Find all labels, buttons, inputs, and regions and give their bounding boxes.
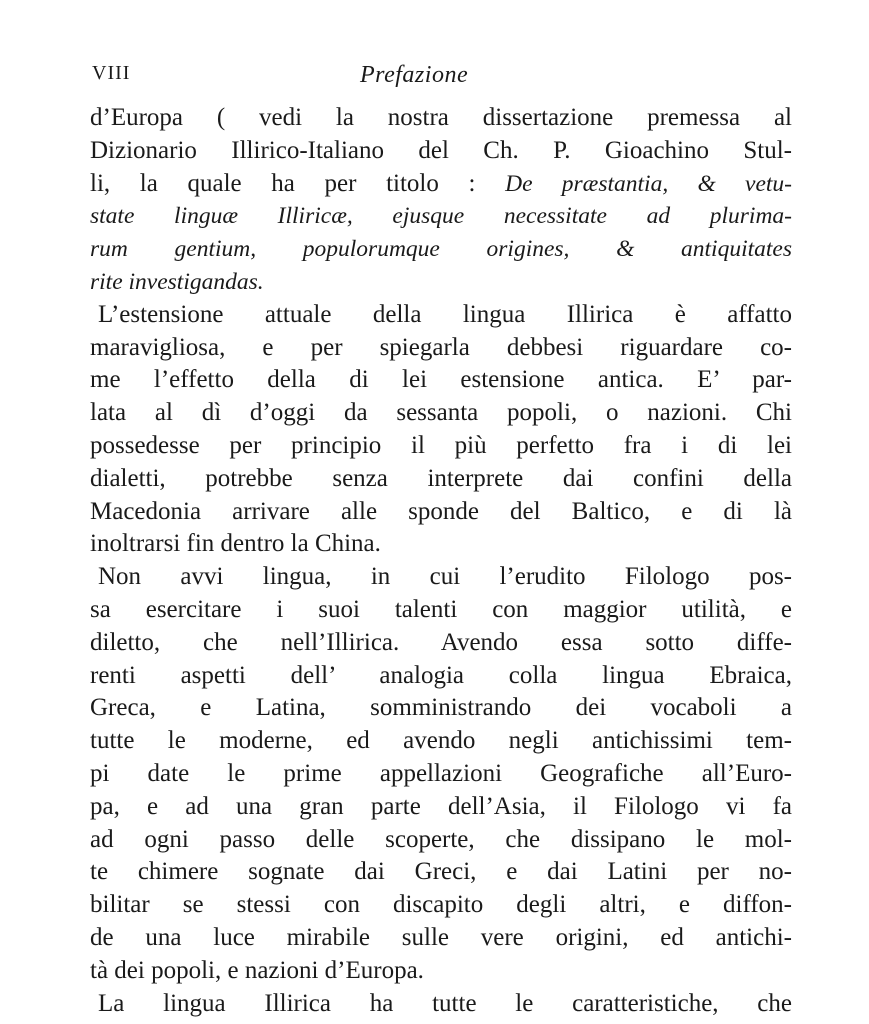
text-line: inoltrarsi fin dentro la China. [90, 530, 381, 558]
text-line: maravigliosa, e per spiegarla debbesi riguardare co- [90, 333, 792, 361]
paragraph-start: Non avvi lingua, in cui l’erudito Filologo pos- [98, 563, 792, 591]
paragraph-start: L’estensione attuale della lingua Illirica è affatto [98, 300, 792, 328]
running-head [92, 62, 792, 92]
text-line: dialetti, potrebbe senza interprete dai confini della [90, 464, 792, 492]
paragraph-start: La lingua Illirica ha tutte le caratteristiche, che [98, 989, 792, 1017]
text-line: Macedonia arrivare alle sponde del Baltico, e di là [90, 497, 792, 525]
text-line: Greca, e Latina, somministrando dei vocaboli a [90, 694, 792, 722]
text-line: renti aspetti dell’ analogia colla lingua Ebraica, [90, 661, 792, 689]
text-span: li, la quale ha per titolo : [90, 169, 476, 197]
text-line: tà dei popoli, e nazioni d’Europa. [90, 956, 424, 984]
body-text [90, 102, 792, 1020]
text-line: pi date le prime appellazioni Geografiche all’Euro- [90, 759, 792, 787]
text-line: diletto, che nell’Illirica. Avendo essa sotto diffe- [90, 628, 792, 656]
text-line-italic: state linguæ Illiricæ, ejusque necessitate ad plurima- [90, 203, 792, 230]
page-number: VIII [92, 62, 131, 84]
running-head-title: Prefazione [360, 62, 469, 88]
text-line: tutte le moderne, ed avendo negli antichissimi tem- [90, 727, 792, 755]
text-line: pa, e ad una gran parte dell’Asia, il Filologo vi fa [90, 792, 792, 820]
text-line: Dizionario Illirico-Italiano del Ch. P. Gioachino Stul- [90, 136, 792, 164]
text-line: d’Europa ( vedi la nostra dissertazione premessa al [90, 104, 792, 131]
text-line: lata al dì d’oggi da sessanta popoli, o nazioni. Chi [90, 399, 792, 427]
text-line: bilitar se stessi con discapito degli altri, e diffon- [90, 891, 792, 919]
text-line: sa esercitare i suoi talenti con maggior utilità, e [90, 595, 792, 623]
text-line-italic: rite investigandas. [90, 268, 264, 295]
text-line: te chimere sognate dai Greci, e dai Latini per no- [90, 858, 792, 886]
text-line [90, 168, 792, 201]
text-line-italic: rum gentium, populorumque origines, & antiquitates [90, 236, 792, 263]
text-line: me l’effetto della di lei estensione antica. E’ par- [90, 366, 792, 394]
text-line: possedesse per principio il più perfetto fra i di lei [90, 431, 792, 459]
text-line: de una luce mirabile sulle vere origini, ed antichi- [90, 923, 792, 951]
text-line: ad ogni passo delle scoperte, che dissipano le mol- [90, 825, 792, 853]
latin-title-span: De præstantia, & vetu- [505, 170, 792, 197]
